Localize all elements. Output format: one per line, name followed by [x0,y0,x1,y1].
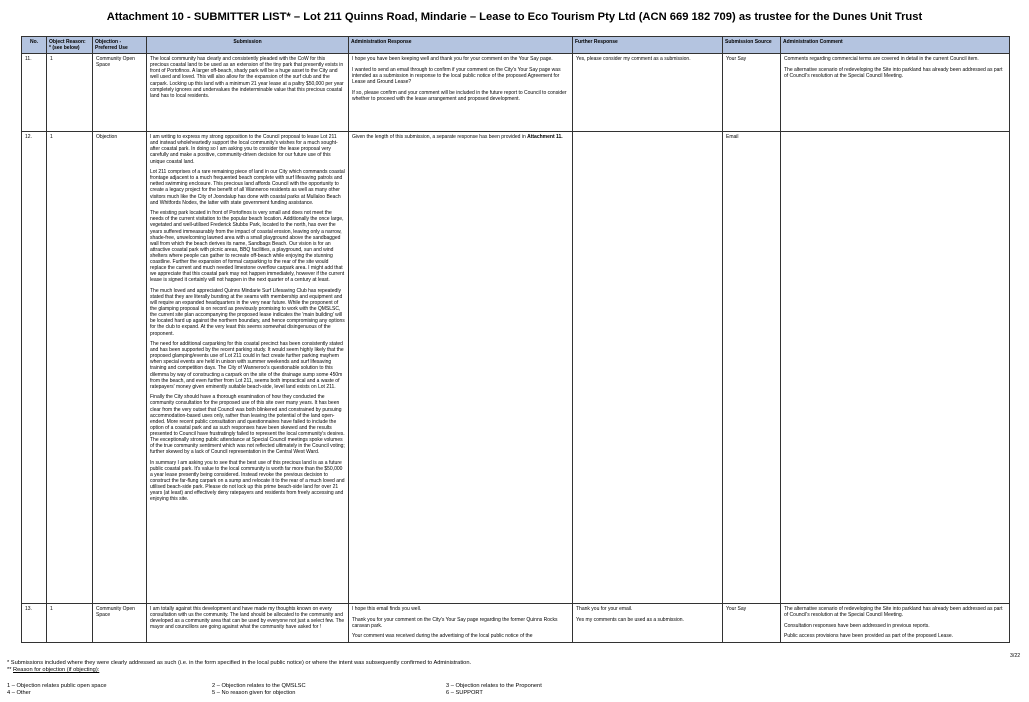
admin-response-paragraph: Thank you for your comment on the City's Your Say page regarding the former Quinns Rocks caravan park. [352,616,558,629]
cell-admin-response [349,132,573,604]
submission-paragraph: I am totally against this development and have made my thoughts known on every consultation with us the community. The land should be allocated to the community and developed as a community area that can be used by everyone not just a select few. The mayor and councillors are going against what the community have asked for ! [150,606,345,631]
admin-response-paragraph [352,134,569,140]
admin-response-paragraph: Your comment was received during the advertising of the local public notice of the [352,633,533,640]
attachment-reference: Attachment 11. [527,134,563,141]
admin-response-paragraph: I hope you have been keeping well and thank you for your comment on the Your Say page. [352,56,553,63]
submission-paragraph: The existing park located in front of Portofinos is very small and does not meet the needs of the current visitation to the popular beach location. Additionally the once large, vegetated and well-utilised Frederick Stubbs Park, located to the north, has over the years suffered immeasurably from the impact of coastal erosion, leaving only a narrow, shade-free, unwelcoming lawned area with a small playground above the sandbagged wall from which the beach derives its name, Sandbags Beach. Our vision is for an attractive coastal park with picnic areas, BBQ facilities, a playground, sun and wind shelters where people can gather to recreate off-beach while enjoying the stunning coastline. Further the expansion of formal carparking to the rear of the site would replace the current and much needed limestone overflow carpark area. I might add that we appreciate that this coastal park may not happen immediately, however if the current lease is signed it certainly will not happen in the next quarter of a century at least. [150,210,345,284]
admin-response-paragraph: If so, please confirm and your comment will be included in the future report to Council to consider whether to proceed with the lease arrangement and proposed development. [352,89,567,102]
cell-no: 12. [22,132,47,604]
col-header-objection: Objection - Preferred Use [93,37,147,54]
reason-code-4: 4 – Other [7,690,31,696]
cell-further-response [573,54,723,132]
cell-objection: Community Open Space [93,604,147,642]
submission-paragraph: In summary I am asking you to see that the best use of this precious land is as a future public coastal park. It's value to the local community is worth far more than the $50,000 a year lease presently being considered. Instead revoke the previous decision to construct the far-flung carpark on a sump and relocate it to the rear of a much loved and utilised beach-side park. Please do not lock up this prime beach-side land for over 21 years (at least) and effectively deny ratepayers and residents from freely accessing and enjoying this site. [150,459,345,503]
cell-objection: Community Open Space [93,54,147,132]
col-header-admin-comment: Administration Comment [781,37,1010,54]
footnote-reason-prefix: ** [7,667,14,674]
cell-source: Your Say [723,604,781,642]
admin-comment-paragraph: Comments regarding commercial terms are covered in detail in the current Council item. [784,56,979,63]
col-header-submission: Submission [147,37,349,54]
admin-response-paragraph: I hope this email finds you well. [352,606,422,613]
table-header-row [22,37,1010,54]
admin-response-text: Given the length of this submission, a separate response has been provided in [352,134,526,141]
cell-reason: 1 [47,54,93,132]
cell-no: 13. [22,604,47,642]
submission-paragraph: Finally the City should have a thorough examination of how they conducted the community consultation for the proposed use of this site over many years. It has been clear from the very outset that Council was both blinkered and constrained by pursuing accommodation-based uses only, rather than leaving the potential of the land open-ended. More recent public consultation and questionnaires have failed to include the option of a coastal park and as such responses have been skewed and the results presented to Council have frustratingly failed to represent the local community's desires. The exceptionally strong public attendance at Special Council meetings spoke volumes of the true community sentiment which was not reflected ultimately in the Council voting; further skewed by a lack of Council representation in the Central West Ward. [150,394,345,456]
cell-further-response [573,604,723,642]
cell-submission [147,54,349,132]
reason-code-3: 3 – Objection relates to the Proponent [446,683,542,689]
reason-code-2: 2 – Objection relates to the QMSLSC [212,683,306,689]
cell-submission [147,132,349,604]
col-header-further-response: Further Response [573,37,723,54]
admin-comment-paragraph: Public access provisions have been provided as part of the proposed Lease. [784,633,953,640]
col-header-no: No. [22,37,47,54]
footnote-submissions: * Submissions included where they were clearly addressed as such (i.e. in the form specified in the local public notice) or where the intent was subsequently confirmed to Administration. [7,660,472,666]
footnotes [7,660,1007,674]
cell-further-response [573,132,723,604]
col-header-admin-response: Administration Response [349,37,573,54]
admin-response-paragraph: I wanted to send an email through to confirm if your comment on the City's Your Say page was intended as a submission in response to the local public notice of the proposed Agreement for Lease and Ground Lease? [352,66,561,85]
admin-comment-paragraph: The alternative scenario of redeveloping the Site into parkland has already been addressed as part of Council's resolution at the Special Council Meeting. [784,606,1003,619]
table-row [22,54,1010,132]
reason-code-1: 1 – Objection relates public open space [7,683,107,689]
submission-paragraph: The need for additional carparking for this coastal precinct has been consistently stated and has been supported by the recent parking study. It would seem highly likely that the proposed glamping/events use of Lot 211 could in fact create further parking mayhem when special events are held in unison with summer weekends and surf lifesaving training and competition days. The City of Wanneroo's questionable solution to this dilemma by way of constructing a carpark on the site of the drainage sump some 450m from the beach, and even further from Lot 211, seems both impractical and a waste of ratepayers' money given eminently suitable beach-side, level land exists on Lot 211. [150,341,344,390]
reason-code-6: 6 – SUPPORT [446,690,483,696]
submission-paragraph: The much loved and appreciated Quinns Mindarie Surf Lifesaving Club has repeatedly stated that they are literally bursting at the seams with membership and equipment and will require an expanded headquarters in the very near future. While the proponent of the glamping proposal is on record as previously promising to work with the QMSLSC, the current site plan accompanying the proposed lease indicates the 'main building' will be located hard up against the northern boundary, and hence compromising any options for the club to expand. At the very least this seems somewhat disingenuous of the proponent. [150,287,345,337]
reason-code-5: 5 – No reason given for objection [212,690,296,696]
admin-comment-paragraph: The alternative scenario of redeveloping the Site into parkland has already been addressed as part of Council's resolution at the Special Council Meeting. [784,66,1003,79]
col-header-reason-note: * (see below) [49,45,80,52]
cell-admin-response [349,604,573,642]
table-row [22,132,1010,604]
page-title: Attachment 10 - SUBMITTER LIST* – Lot 211 Quinns Road, Mindarie – Lease to Eco Tourism Pty Ltd (ACN 669 182 709) as trustee for the Dunes Unit Trust [106,11,923,23]
col-header-source: Submission Source [723,37,781,54]
cell-submission [147,604,349,642]
cell-reason: 1 [47,132,93,604]
footnote-reason [7,667,1007,674]
footnote-reason-heading: Reason for objection (if objecting): [13,667,100,674]
cell-no: 11. [22,54,47,132]
cell-admin-comment [781,132,1010,604]
col-header-reason-label: Object Reason: [49,39,86,45]
submission-paragraph: The local community has clearly and consistently pleaded with the CoW for this precious coastal land to be used as an extension of the tiny park that presently exists in front of Portofinos. A larger off-beach, shady park will be a huge asset to the City and well used and loved. This will also allow for the expansion of the surf club and the carpark. Locking up this land with a minimum 21 year lease at a paltry $50,000 per year completely ignores and undervalues the indeterminable value that this precious coastal land has to local residents. [150,56,344,99]
cell-reason: 1 [47,604,93,642]
cell-admin-comment [781,604,1010,642]
further-response-paragraph: Thank you for your email. [576,606,633,613]
further-response-paragraph: Yes, please consider my comment as a submission. [576,56,691,63]
cell-admin-response [349,54,573,132]
page-number: 3/22 [1010,653,1021,659]
cell-source: Email [723,132,781,604]
submission-paragraph: I am writing to express my strong opposition to the Council proposal to lease Lot 211 and instead wholeheartedly support the local community's wishes for a much sought-after coastal park. In doing so I am asking you to consider the lease proposal very carefully and make a positive, community-driven decision for our future use of this unique coastal land. [150,134,338,165]
cell-admin-comment [781,54,1010,132]
submitter-table [21,36,1010,643]
further-response-paragraph: Yes my comments can be used as a submission. [576,616,684,623]
cell-objection: Objection [93,132,147,604]
cell-source: Your Say [723,54,781,132]
admin-comment-paragraph: Consultation responses have been addressed in previous reports. [784,622,930,629]
col-header-reason [47,37,93,54]
submission-paragraph: Lot 211 comprises of a rare remaining piece of land in our City which commands coastal frontage adjacent to a much frequented beach complete with surf lifesaving patrols and netted swimming enclosure. This precious land affords Council with the opportunity to create a legacy project for the benefit of all Wanneroo residents as well as many other visitors much like the City of Joondalup has done with coastal parks at Mullaloo Beach and Whitfords Nodes, the latter with state government funding assistance. [150,169,345,206]
table-row [22,604,1010,642]
